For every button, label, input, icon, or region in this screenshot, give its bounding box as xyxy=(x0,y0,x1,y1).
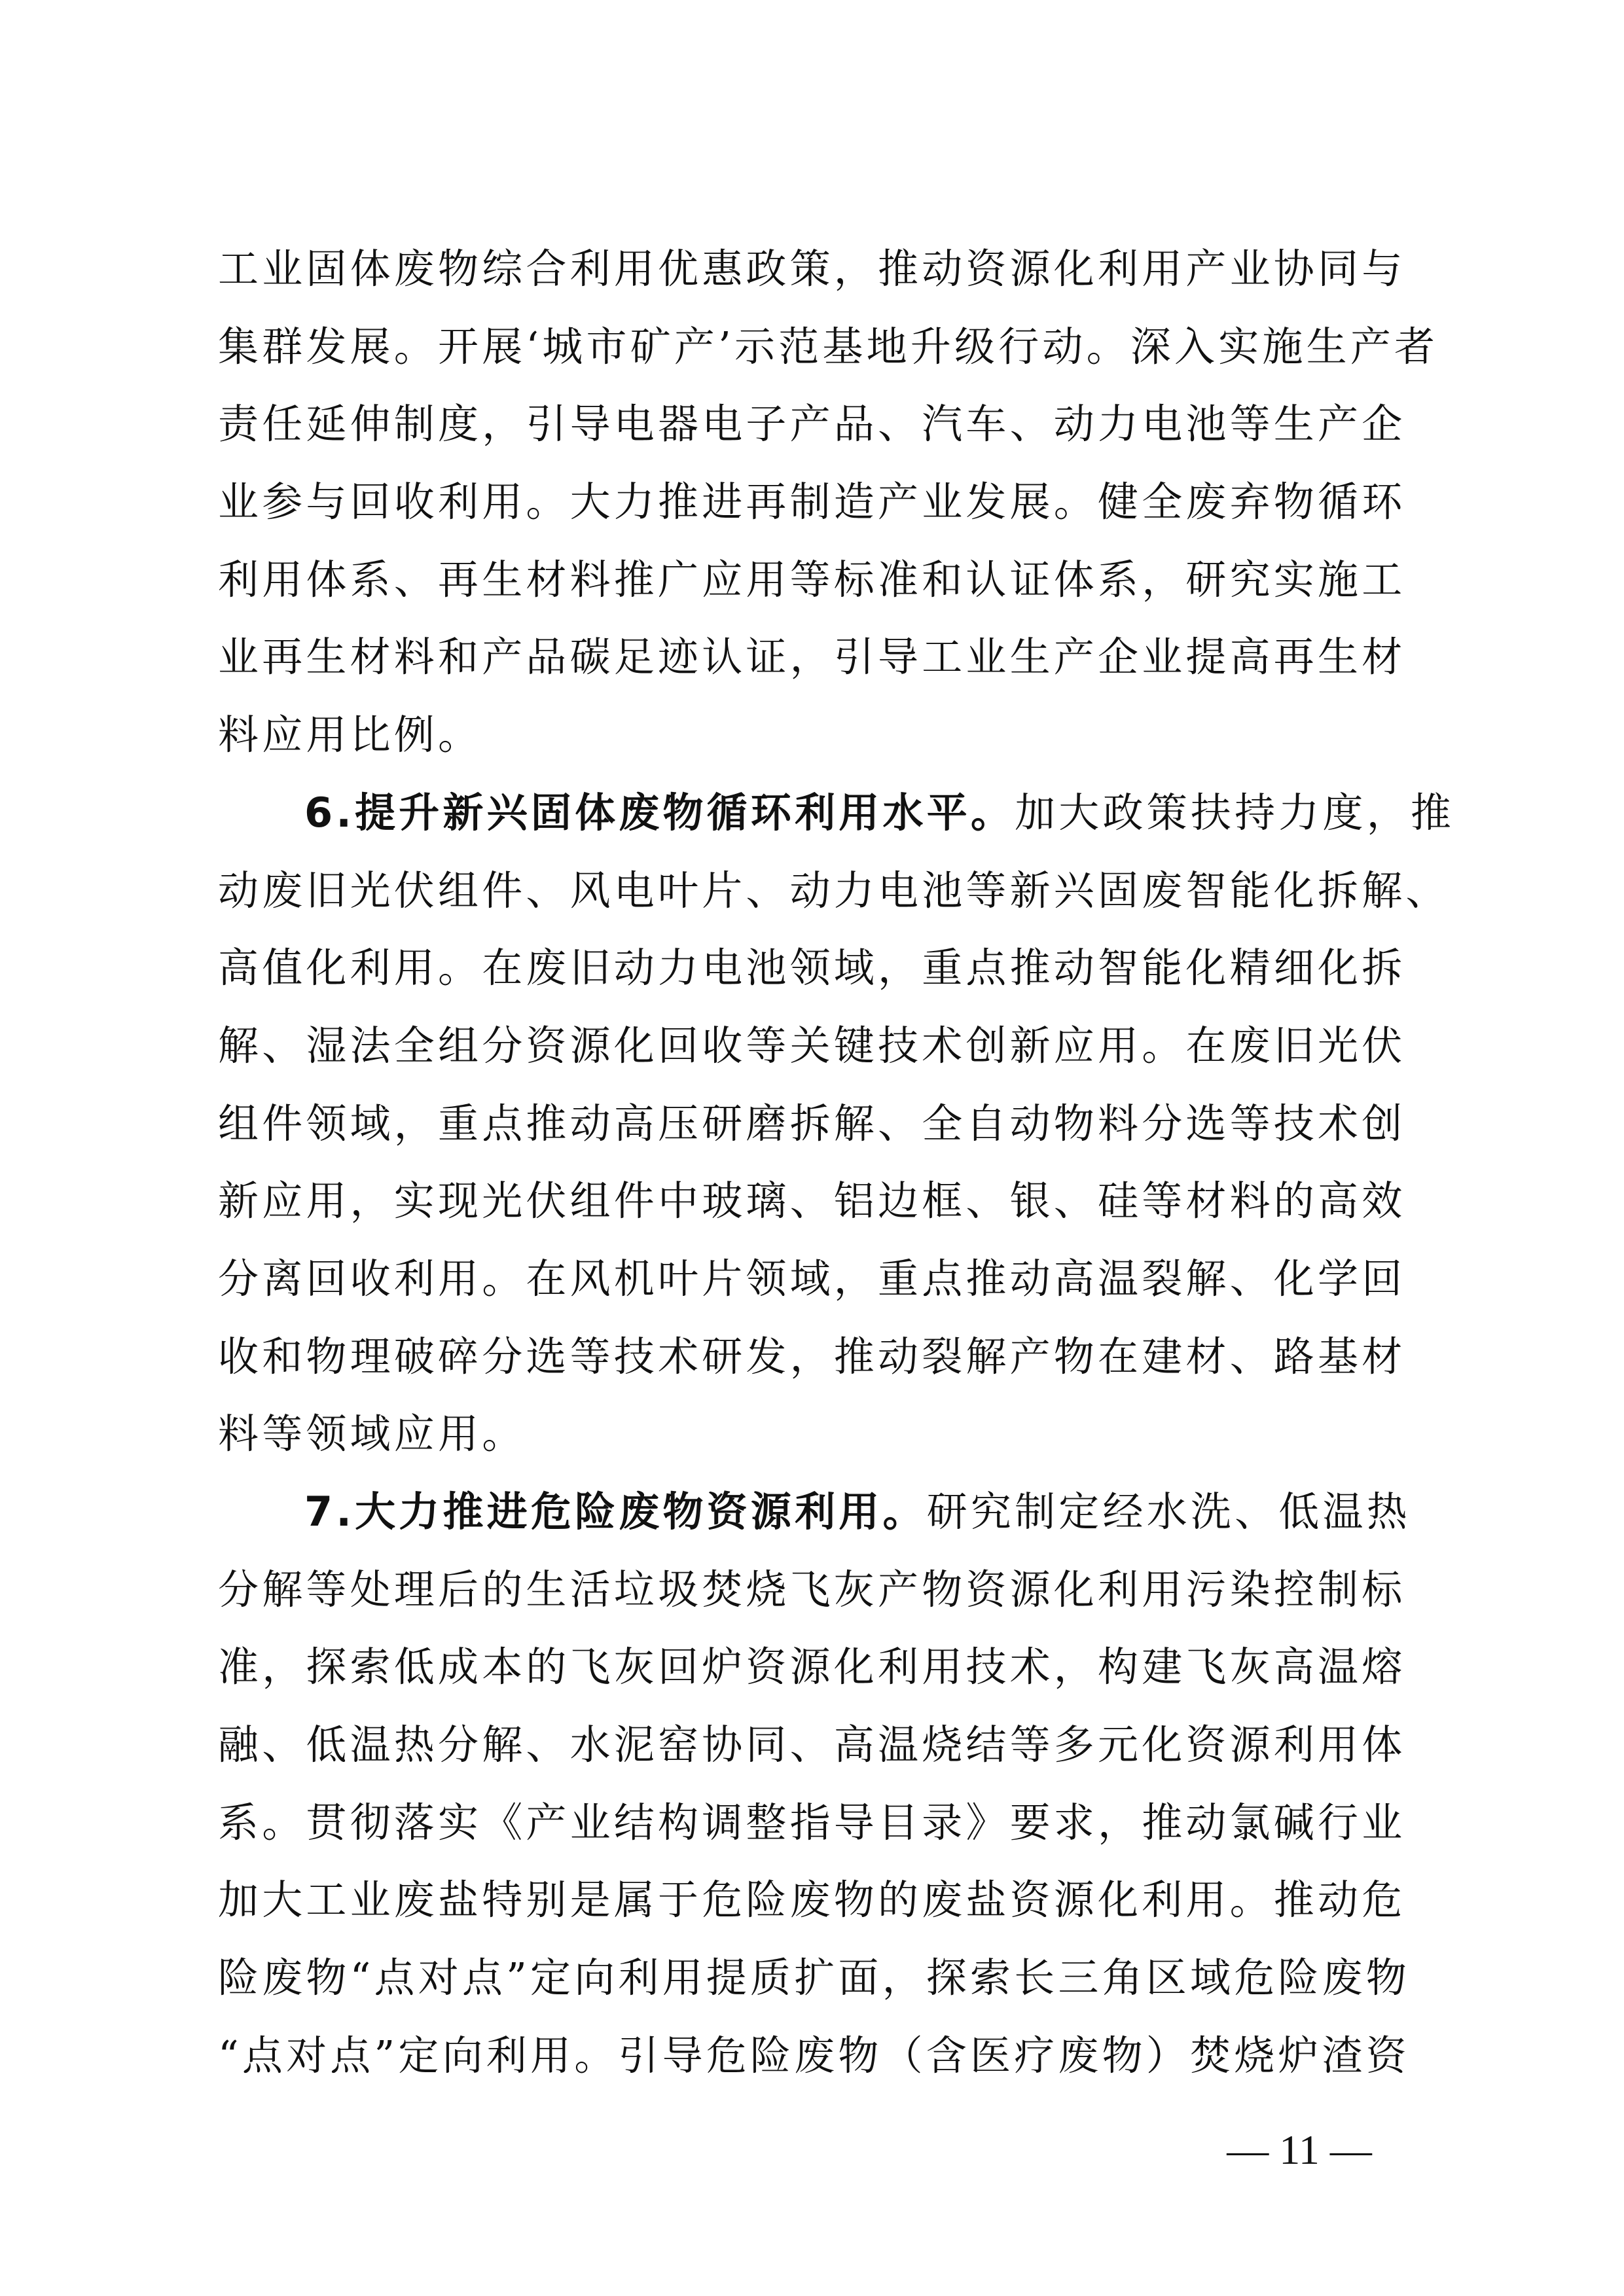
text-line: 收和物理破碎分选等技术研发，推动裂解产物在建材、路基材 xyxy=(218,1332,1406,1380)
text-line: “点对点”定向利用。引导危险废物（含医疗废物）焚烧炉渣资 xyxy=(218,2031,1410,2079)
text-run: 研究制定经水洗、低温热 xyxy=(926,1488,1411,1535)
text-line: 集群发展。开展‘城市矿产’示范基地升级行动。深入实施生产者 xyxy=(218,322,1439,370)
text-line: 料等领域应用。 xyxy=(218,1410,526,1458)
text-line: 加大工业废盐特别是属于危险废物的废盐资源化利用。推动危 xyxy=(218,1876,1406,1924)
text-line: 业再生材料和产品碳足迹认证，引导工业生产企业提高再生材 xyxy=(218,633,1406,681)
paragraph-first-line xyxy=(218,1473,1411,1551)
text-line: 工业固体废物综合利用优惠政策，推动资源化利用产业协同与 xyxy=(218,245,1406,293)
text-line: 解、湿法全组分资源化回收等关键技术创新应用。在废旧光伏 xyxy=(218,1021,1406,1069)
text-line: 业参与回收利用。大力推进再制造产业发展。健全废弃物循环 xyxy=(218,478,1406,526)
paragraph-item-7 xyxy=(218,1473,1416,2095)
text-line: 料应用比例。 xyxy=(218,711,482,759)
text-run: 加大政策扶持力度，推 xyxy=(1015,788,1455,836)
text-line: 高值化利用。在废旧动力电池领域，重点推动智能化精细化拆 xyxy=(218,944,1406,992)
text-line: 新应用，实现光伏组件中玻璃、铝边框、银、硅等材料的高效 xyxy=(218,1177,1406,1225)
text-line: 分解等处理后的生活垃圾焚烧飞灰产物资源化利用污染控制标 xyxy=(218,1565,1406,1613)
paragraph-first-line xyxy=(218,774,1455,852)
text-line: 责任延伸制度，引导电器电子产品、汽车、动力电池等生产企 xyxy=(218,400,1406,448)
text-line: 组件领域，重点推动高压研磨拆解、全自动物料分选等技术创 xyxy=(218,1099,1406,1147)
section-heading-7: 7.大力推进危险废物资源利用。 xyxy=(304,1488,927,1535)
paragraph-item-6 xyxy=(218,774,1455,1473)
page-number: — 11 — xyxy=(1227,2126,1372,2173)
section-heading-6: 6.提升新兴固体废物循环利用水平。 xyxy=(304,788,1015,836)
text-line: 险废物“点对点”定向利用提质扩面，探索长三角区域危险废物 xyxy=(218,1954,1410,2002)
text-line: 利用体系、再生材料推广应用等标准和认证体系，研究实施工 xyxy=(218,555,1406,603)
text-line: 系。贯彻落实《产业结构调整指导目录》要求，推动氯碱行业 xyxy=(218,1798,1406,1846)
paragraph-continued xyxy=(218,230,1439,774)
text-line: 分离回收利用。在风机叶片领域，重点推动高温裂解、化学回 xyxy=(218,1254,1406,1302)
document-body xyxy=(218,230,1455,2095)
text-line: 动废旧光伏组件、风电叶片、动力电池等新兴固废智能化拆解、 xyxy=(218,866,1450,914)
text-line: 融、低温热分解、水泥窑协同、高温烧结等多元化资源利用体 xyxy=(218,1721,1406,1769)
text-line: 准，探索低成本的飞灰回炉资源化利用技术，构建飞灰高温熔 xyxy=(218,1643,1406,1691)
